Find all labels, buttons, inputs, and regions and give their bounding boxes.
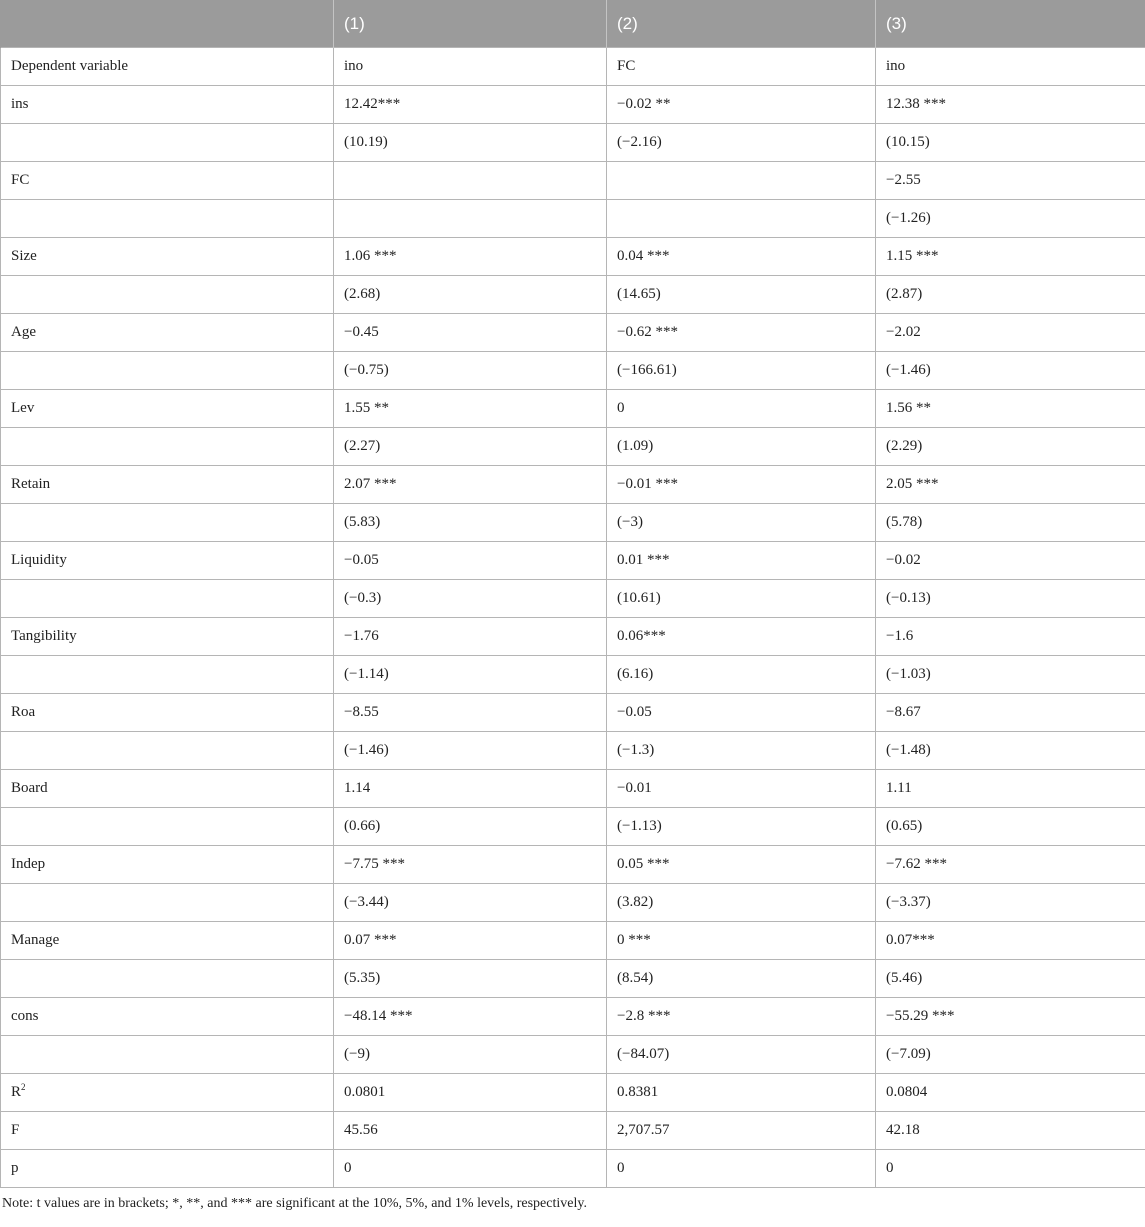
value-cell: (−84.07)	[607, 1036, 876, 1074]
value-cell: (−1.14)	[334, 656, 607, 694]
table-row	[1, 732, 1145, 770]
row-label-cell: Size	[1, 238, 334, 276]
table-row	[1, 1074, 1145, 1112]
value-cell: FC	[607, 48, 876, 86]
table-row	[1, 618, 1145, 656]
value-cell: (0.65)	[876, 808, 1145, 846]
value-cell: 0.04 ***	[607, 238, 876, 276]
value-cell: 1.55 **	[334, 390, 607, 428]
value-cell: 0.0804	[876, 1074, 1145, 1112]
value-cell: 0.06***	[607, 618, 876, 656]
value-cell: (−3.44)	[334, 884, 607, 922]
value-cell: −1.6	[876, 618, 1145, 656]
row-label-cell	[1, 884, 334, 922]
value-cell: (0.66)	[334, 808, 607, 846]
value-cell: (5.83)	[334, 504, 607, 542]
table-row	[1, 960, 1145, 998]
value-cell: 2,707.57	[607, 1112, 876, 1150]
table-row	[1, 314, 1145, 352]
value-cell: 0	[607, 1150, 876, 1188]
table-row	[1, 466, 1145, 504]
value-cell	[334, 200, 607, 238]
row-label-cell: Retain	[1, 466, 334, 504]
value-cell: 2.05 ***	[876, 466, 1145, 504]
row-label-cell: Indep	[1, 846, 334, 884]
table-row	[1, 48, 1145, 86]
value-cell: 0.01 ***	[607, 542, 876, 580]
row-label-cell: Lev	[1, 390, 334, 428]
value-cell: −7.62 ***	[876, 846, 1145, 884]
table-row	[1, 580, 1145, 618]
value-cell: 42.18	[876, 1112, 1145, 1150]
value-cell: −7.75 ***	[334, 846, 607, 884]
value-cell: 12.38 ***	[876, 86, 1145, 124]
table-row	[1, 770, 1145, 808]
value-cell: (−1.13)	[607, 808, 876, 846]
value-cell: (−1.46)	[334, 732, 607, 770]
value-cell: −8.55	[334, 694, 607, 732]
value-cell: (−0.75)	[334, 352, 607, 390]
value-cell	[334, 162, 607, 200]
table-row	[1, 1036, 1145, 1074]
value-cell: 45.56	[334, 1112, 607, 1150]
value-cell: −0.01	[607, 770, 876, 808]
value-cell: −2.02	[876, 314, 1145, 352]
row-label-cell: ins	[1, 86, 334, 124]
table-row	[1, 846, 1145, 884]
value-cell: (8.54)	[607, 960, 876, 998]
row-label-cell: Liquidity	[1, 542, 334, 580]
table-row	[1, 1112, 1145, 1150]
row-label-cell	[1, 580, 334, 618]
value-cell: (2.87)	[876, 276, 1145, 314]
value-cell: −0.05	[607, 694, 876, 732]
value-cell: 0.07 ***	[334, 922, 607, 960]
value-cell: (−0.13)	[876, 580, 1145, 618]
row-label-cell: p	[1, 1150, 334, 1188]
value-cell: 1.56 **	[876, 390, 1145, 428]
value-cell	[607, 200, 876, 238]
value-cell: (2.27)	[334, 428, 607, 466]
header-cell-label	[1, 0, 334, 48]
value-cell: (−3)	[607, 504, 876, 542]
table-row	[1, 124, 1145, 162]
value-cell: (14.65)	[607, 276, 876, 314]
table-row	[1, 694, 1145, 732]
row-label-cell: Dependent variable	[1, 48, 334, 86]
value-cell: −8.67	[876, 694, 1145, 732]
table-row	[1, 922, 1145, 960]
table-row	[1, 884, 1145, 922]
table-note: Note: t values are in brackets; *, **, and *** are significant at the 10%, 5%, and 1% levels, respectively.	[2, 1196, 587, 1211]
value-cell: 0	[607, 390, 876, 428]
value-cell: 0.07***	[876, 922, 1145, 960]
row-label-cell	[1, 200, 334, 238]
table-row	[1, 390, 1145, 428]
value-cell: (2.68)	[334, 276, 607, 314]
value-cell: 2.07 ***	[334, 466, 607, 504]
value-cell: −0.02 **	[607, 86, 876, 124]
table-row	[1, 276, 1145, 314]
row-label-cell: Age	[1, 314, 334, 352]
value-cell: (2.29)	[876, 428, 1145, 466]
value-cell: −0.02	[876, 542, 1145, 580]
value-cell: (−2.16)	[607, 124, 876, 162]
value-cell: −0.01 ***	[607, 466, 876, 504]
value-cell: (5.46)	[876, 960, 1145, 998]
value-cell	[607, 162, 876, 200]
value-cell: 1.11	[876, 770, 1145, 808]
row-label-cell	[1, 276, 334, 314]
value-cell: (−1.3)	[607, 732, 876, 770]
value-cell: (−1.26)	[876, 200, 1145, 238]
row-label-cell: $R^2$	[1, 1074, 334, 1112]
value-cell: −0.45	[334, 314, 607, 352]
value-cell: 1.06 ***	[334, 238, 607, 276]
table-row	[1, 808, 1145, 846]
table-row	[1, 86, 1145, 124]
value-cell: −1.76	[334, 618, 607, 656]
value-cell: −2.8 ***	[607, 998, 876, 1036]
value-cell: 1.15 ***	[876, 238, 1145, 276]
header-cell-model-3: (3)	[876, 0, 1145, 48]
row-label-cell	[1, 960, 334, 998]
table-row	[1, 504, 1145, 542]
value-cell: −2.55	[876, 162, 1145, 200]
row-label-cell	[1, 352, 334, 390]
table-row	[1, 352, 1145, 390]
value-cell: (5.35)	[334, 960, 607, 998]
row-label-cell: Tangibility	[1, 618, 334, 656]
value-cell: (−1.48)	[876, 732, 1145, 770]
table-row	[1, 656, 1145, 694]
value-cell: 0	[876, 1150, 1145, 1188]
row-label-cell: FC	[1, 162, 334, 200]
row-label-cell	[1, 808, 334, 846]
value-cell: (6.16)	[607, 656, 876, 694]
row-label-cell: Board	[1, 770, 334, 808]
value-cell: (−7.09)	[876, 1036, 1145, 1074]
row-label-cell	[1, 428, 334, 466]
value-cell: 0 ***	[607, 922, 876, 960]
row-label-cell	[1, 656, 334, 694]
value-cell: 0.8381	[607, 1074, 876, 1112]
value-cell: (−1.46)	[876, 352, 1145, 390]
row-label-cell	[1, 1036, 334, 1074]
row-label-cell	[1, 504, 334, 542]
value-cell: (10.15)	[876, 124, 1145, 162]
value-cell: −0.62 ***	[607, 314, 876, 352]
value-cell: ino	[876, 48, 1145, 86]
value-cell: (1.09)	[607, 428, 876, 466]
value-cell: (−9)	[334, 1036, 607, 1074]
value-cell: (3.82)	[607, 884, 876, 922]
value-cell: ino	[334, 48, 607, 86]
value-cell: −48.14 ***	[334, 998, 607, 1036]
row-label-cell	[1, 732, 334, 770]
value-cell: −55.29 ***	[876, 998, 1145, 1036]
value-cell: (−1.03)	[876, 656, 1145, 694]
value-cell: (−166.61)	[607, 352, 876, 390]
value-cell: (−0.3)	[334, 580, 607, 618]
value-cell: 0.0801	[334, 1074, 607, 1112]
table-row	[1, 162, 1145, 200]
value-cell: −0.05	[334, 542, 607, 580]
value-cell: 12.42***	[334, 86, 607, 124]
table-row	[1, 428, 1145, 466]
header-cell-model-2: (2)	[607, 0, 876, 48]
row-label-cell: Roa	[1, 694, 334, 732]
row-label-cell: Manage	[1, 922, 334, 960]
table-row	[1, 998, 1145, 1036]
row-label-cell	[1, 124, 334, 162]
header-cell-model-1: (1)	[334, 0, 607, 48]
row-label-cell: cons	[1, 998, 334, 1036]
value-cell: (−3.37)	[876, 884, 1145, 922]
table-row	[1, 200, 1145, 238]
value-cell: 1.14	[334, 770, 607, 808]
header-row	[1, 0, 1145, 48]
value-cell: (10.61)	[607, 580, 876, 618]
table-row	[1, 542, 1145, 580]
value-cell: 0	[334, 1150, 607, 1188]
table-body	[1, 48, 1145, 1188]
value-cell: (5.78)	[876, 504, 1145, 542]
value-cell: 0.05 ***	[607, 846, 876, 884]
row-label-cell: F	[1, 1112, 334, 1150]
value-cell: (10.19)	[334, 124, 607, 162]
table-row	[1, 238, 1145, 276]
table-row	[1, 1150, 1145, 1188]
